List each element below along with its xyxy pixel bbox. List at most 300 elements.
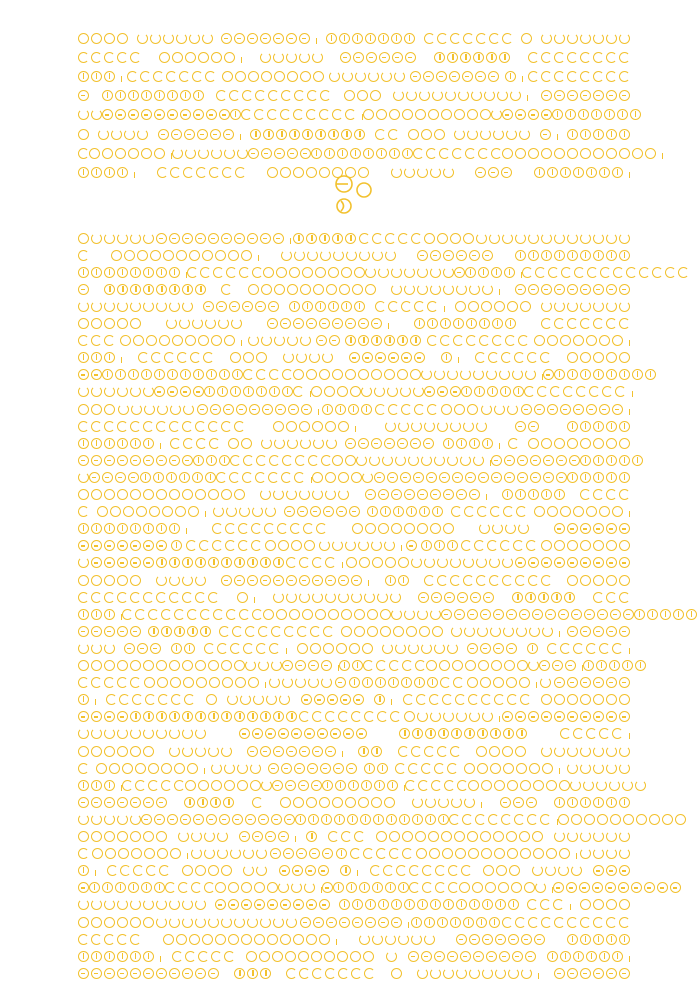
- glyph: [554, 318, 565, 329]
- glyph: [291, 728, 302, 739]
- glyph: [326, 33, 337, 44]
- glyph: [258, 660, 269, 671]
- glyph: [304, 728, 315, 739]
- glyph: [500, 797, 511, 808]
- glyph: [78, 917, 89, 928]
- glyph: [167, 109, 178, 120]
- glyph: [503, 763, 514, 774]
- glyph: [174, 626, 185, 637]
- glyph: [512, 369, 523, 380]
- glyph: [211, 763, 222, 774]
- glyph: [375, 129, 386, 140]
- glyph: [404, 489, 415, 500]
- glyph: [310, 626, 321, 637]
- glyph: [261, 284, 272, 295]
- glyph: [342, 71, 353, 82]
- glyph: [251, 523, 262, 534]
- glyph: [130, 814, 141, 825]
- glyph: [234, 421, 245, 432]
- glyph: [273, 52, 284, 63]
- glyph: [391, 523, 402, 534]
- glyph: [209, 677, 220, 688]
- glyph: [117, 917, 128, 928]
- glyph: [447, 540, 458, 551]
- glyph: [606, 250, 617, 261]
- glyph: [502, 489, 513, 500]
- glyph: [314, 694, 325, 705]
- glyph: [421, 951, 432, 962]
- glyph: [91, 369, 102, 380]
- glyph: [528, 711, 539, 722]
- glyph: [619, 71, 630, 82]
- glyph: [456, 250, 467, 261]
- word: [222, 71, 324, 82]
- glyph: [246, 951, 257, 962]
- punctuation-mark: [535, 973, 539, 979]
- glyph: [91, 438, 102, 449]
- glyph: [497, 90, 508, 101]
- glyph: [632, 148, 643, 159]
- glyph: [299, 592, 310, 603]
- glyph: [118, 404, 129, 415]
- glyph: [170, 167, 181, 178]
- glyph: [117, 797, 128, 808]
- glyph: [156, 592, 167, 603]
- glyph: [361, 386, 372, 397]
- glyph: [425, 814, 436, 825]
- glyph: [543, 472, 554, 483]
- word: [554, 369, 656, 380]
- word: [78, 369, 102, 380]
- glyph: [310, 506, 321, 517]
- glyph: [302, 129, 313, 140]
- glyph: [159, 865, 170, 876]
- word: [78, 386, 154, 397]
- punctuation-mark: [496, 289, 500, 295]
- glyph: [491, 148, 502, 159]
- glyph: [182, 865, 193, 876]
- glyph: [593, 421, 604, 432]
- glyph: [507, 780, 518, 791]
- glyph: [492, 523, 503, 534]
- glyph: [182, 233, 193, 244]
- glyph: [580, 575, 591, 586]
- glyph: [295, 814, 306, 825]
- glyph: [430, 968, 441, 979]
- glyph: [192, 318, 203, 329]
- glyph: [573, 335, 584, 346]
- glyph: [356, 455, 367, 466]
- glyph: [91, 386, 102, 397]
- glyph: [427, 318, 438, 329]
- glyph: [156, 233, 167, 244]
- word: [78, 882, 89, 893]
- glyph: [153, 472, 164, 483]
- glyph: [560, 167, 571, 178]
- glyph: [234, 233, 245, 244]
- glyph: [186, 540, 197, 551]
- glyph: [408, 129, 419, 140]
- glyph: [444, 592, 455, 603]
- glyph: [154, 369, 165, 380]
- word: [426, 660, 528, 671]
- glyph: [183, 167, 194, 178]
- glyph: [292, 865, 303, 876]
- glyph: [286, 421, 297, 432]
- glyph: [144, 848, 155, 859]
- glyph: [275, 404, 286, 415]
- word: [245, 660, 282, 671]
- word: [78, 421, 245, 432]
- word: [580, 455, 643, 466]
- glyph: [365, 489, 376, 500]
- glyph: [635, 660, 646, 671]
- glyph: [537, 386, 548, 397]
- glyph: [513, 386, 524, 397]
- glyph: [272, 951, 283, 962]
- glyph: [381, 71, 392, 82]
- word: [322, 404, 372, 415]
- word: [221, 575, 369, 586]
- glyph: [406, 540, 417, 551]
- glyph: [187, 763, 198, 774]
- glyph: [443, 267, 454, 278]
- word: [322, 780, 405, 791]
- word: [427, 335, 529, 346]
- glyph: [329, 71, 340, 82]
- glyph: [341, 609, 352, 620]
- glyph: [456, 711, 467, 722]
- glyph: [430, 489, 441, 500]
- glyph: [508, 438, 519, 449]
- glyph: [615, 386, 626, 397]
- glyph: [208, 421, 219, 432]
- glyph: [421, 369, 432, 380]
- word: [560, 728, 630, 739]
- glyph: [606, 763, 617, 774]
- glyph: [219, 369, 230, 380]
- glyph: [293, 369, 304, 380]
- glyph: [560, 404, 571, 415]
- glyph: [345, 369, 356, 380]
- glyph: [78, 318, 89, 329]
- glyph: [117, 711, 128, 722]
- word: [248, 284, 376, 295]
- glyph: [273, 33, 284, 44]
- glyph: [386, 814, 397, 825]
- glyph: [547, 506, 558, 517]
- glyph: [278, 882, 289, 893]
- glyph: [469, 899, 480, 910]
- glyph: [417, 523, 428, 534]
- glyph: [541, 746, 552, 757]
- word: [479, 523, 529, 534]
- glyph: [606, 148, 617, 159]
- glyph: [527, 899, 538, 910]
- glyph: [412, 814, 423, 825]
- glyph: [443, 711, 454, 722]
- glyph: [385, 934, 396, 945]
- word: [405, 780, 468, 791]
- glyph: [234, 968, 245, 979]
- glyph: [117, 540, 128, 551]
- word: [243, 865, 267, 876]
- glyph: [255, 301, 266, 312]
- glyph: [130, 284, 141, 295]
- word: [535, 882, 553, 893]
- glyph: [414, 318, 425, 329]
- glyph: [104, 951, 115, 962]
- word: [269, 677, 332, 688]
- glyph: [593, 472, 604, 483]
- glyph: [528, 575, 539, 586]
- glyph: [434, 763, 445, 774]
- glyph: [612, 728, 623, 739]
- punctuation-mark: [365, 580, 369, 586]
- glyph: [130, 52, 141, 63]
- word: [267, 318, 389, 329]
- word: [521, 404, 630, 415]
- glyph: [366, 52, 377, 63]
- glyph: [335, 677, 346, 688]
- word: [299, 711, 401, 722]
- word: [97, 506, 206, 517]
- glyph: [364, 763, 375, 774]
- word: [375, 129, 399, 140]
- word: [340, 52, 416, 63]
- glyph: [554, 540, 565, 551]
- glyph: [425, 797, 436, 808]
- glyph: [204, 386, 215, 397]
- glyph: [468, 301, 479, 312]
- glyph: [117, 660, 128, 671]
- glyph: [639, 267, 650, 278]
- glyph: [91, 951, 102, 962]
- glyph: [397, 335, 408, 346]
- glyph: [452, 472, 463, 483]
- glyph: [467, 643, 478, 654]
- glyph: [104, 233, 115, 244]
- glyph: [104, 301, 115, 312]
- glyph: [78, 848, 89, 859]
- word: [263, 267, 365, 278]
- glyph: [169, 301, 180, 312]
- glyph: [341, 129, 352, 140]
- glyph: [185, 780, 196, 791]
- glyph: [427, 677, 438, 688]
- glyph: [475, 352, 486, 363]
- glyph: [434, 52, 445, 63]
- word: [78, 763, 89, 774]
- glyph: [234, 489, 245, 500]
- text-line: [78, 86, 630, 106]
- glyph: [541, 711, 552, 722]
- glyph: [439, 660, 450, 671]
- glyph: [430, 609, 441, 620]
- glyph: [144, 677, 155, 688]
- glyph: [268, 763, 279, 774]
- glyph: [498, 882, 509, 893]
- word: [502, 711, 630, 722]
- glyph: [352, 284, 363, 295]
- glyph: [365, 899, 376, 910]
- glyph: [343, 728, 354, 739]
- glyph: [547, 335, 558, 346]
- glyph: [482, 934, 493, 945]
- glyph: [130, 575, 141, 586]
- glyph: [166, 71, 177, 82]
- glyph: [104, 934, 115, 945]
- glyph: [504, 660, 515, 671]
- glyph: [143, 540, 154, 551]
- glyph: [478, 660, 489, 671]
- word: [148, 626, 211, 637]
- word: [440, 677, 464, 688]
- glyph: [78, 660, 89, 671]
- word: [451, 626, 560, 637]
- glyph: [528, 71, 539, 82]
- glyph: [206, 109, 217, 120]
- glyph: [326, 917, 337, 928]
- glyph: [569, 455, 580, 466]
- glyph: [120, 865, 131, 876]
- word: [286, 557, 343, 568]
- glyph: [441, 609, 452, 620]
- glyph: [240, 694, 251, 705]
- glyph: [441, 109, 452, 120]
- glyph: [91, 167, 102, 178]
- glyph: [599, 167, 610, 178]
- glyph: [619, 763, 630, 774]
- glyph: [174, 609, 185, 620]
- glyph: [515, 250, 526, 261]
- glyph: [351, 575, 362, 586]
- glyph: [104, 318, 115, 329]
- glyph: [541, 52, 552, 63]
- word: [78, 148, 89, 159]
- glyph: [330, 728, 341, 739]
- glyph: [475, 71, 486, 82]
- glyph: [216, 472, 227, 483]
- glyph: [400, 472, 411, 483]
- word: [528, 660, 539, 671]
- glyph: [384, 540, 395, 551]
- glyph: [104, 386, 115, 397]
- word: [260, 52, 323, 63]
- word: [528, 52, 630, 63]
- word: [475, 352, 551, 363]
- glyph: [454, 129, 465, 140]
- glyph: [619, 934, 630, 945]
- glyph: [78, 797, 89, 808]
- word: [311, 386, 361, 397]
- glyph: [268, 90, 279, 101]
- glyph: [398, 233, 409, 244]
- word: [391, 968, 402, 979]
- punctuation-mark: [92, 870, 96, 876]
- word: [414, 318, 516, 329]
- word: [221, 284, 232, 295]
- punctuation-mark: [184, 853, 188, 859]
- glyph: [377, 592, 388, 603]
- word: [127, 71, 216, 82]
- glyph: [156, 557, 167, 568]
- glyph: [117, 575, 128, 586]
- glyph: [450, 557, 461, 568]
- punctuation-mark: [287, 238, 291, 244]
- glyph: [412, 797, 423, 808]
- glyph: [385, 575, 396, 586]
- punctuation-mark: [496, 443, 500, 449]
- glyph: [520, 301, 531, 312]
- glyph: [91, 33, 102, 44]
- glyph: [212, 523, 223, 534]
- glyph: [468, 780, 479, 791]
- glyph: [488, 71, 499, 82]
- glyph: [217, 831, 228, 842]
- glyph: [415, 831, 426, 842]
- glyph: [456, 934, 467, 945]
- glyph: [619, 626, 630, 637]
- glyph: [195, 899, 206, 910]
- glyph: [580, 455, 591, 466]
- glyph: [518, 335, 529, 346]
- glyph: [104, 609, 115, 620]
- glyph: [293, 318, 304, 329]
- word: [502, 489, 565, 500]
- word: [213, 506, 276, 517]
- glyph: [345, 233, 356, 244]
- glyph: [154, 109, 165, 120]
- glyph: [437, 421, 448, 432]
- glyph: [341, 301, 352, 312]
- glyph: [516, 626, 527, 637]
- glyph: [391, 968, 402, 979]
- glyph: [117, 267, 128, 278]
- glyph: [238, 523, 249, 534]
- word: [219, 626, 334, 637]
- glyph: [673, 609, 684, 620]
- glyph: [397, 369, 408, 380]
- glyph: [460, 455, 471, 466]
- glyph: [502, 33, 513, 44]
- word: [270, 848, 333, 859]
- glyph: [609, 660, 620, 671]
- glyph: [556, 455, 567, 466]
- glyph: [143, 728, 154, 739]
- glyph: [501, 352, 512, 363]
- glyph: [120, 335, 131, 346]
- glyph: [566, 882, 577, 893]
- glyph: [593, 352, 604, 363]
- punctuation-mark: [339, 562, 343, 568]
- glyph: [507, 848, 518, 859]
- glyph: [335, 780, 346, 791]
- glyph: [104, 626, 115, 637]
- glyph: [245, 814, 256, 825]
- glyph: [465, 660, 476, 671]
- word: [78, 814, 141, 825]
- glyph: [141, 882, 152, 893]
- glyph: [228, 899, 239, 910]
- glyph: [354, 267, 365, 278]
- word: [172, 951, 235, 962]
- word: [375, 404, 438, 415]
- glyph: [502, 711, 513, 722]
- glyph: [117, 592, 128, 603]
- glyph: [180, 109, 191, 120]
- glyph: [426, 148, 437, 159]
